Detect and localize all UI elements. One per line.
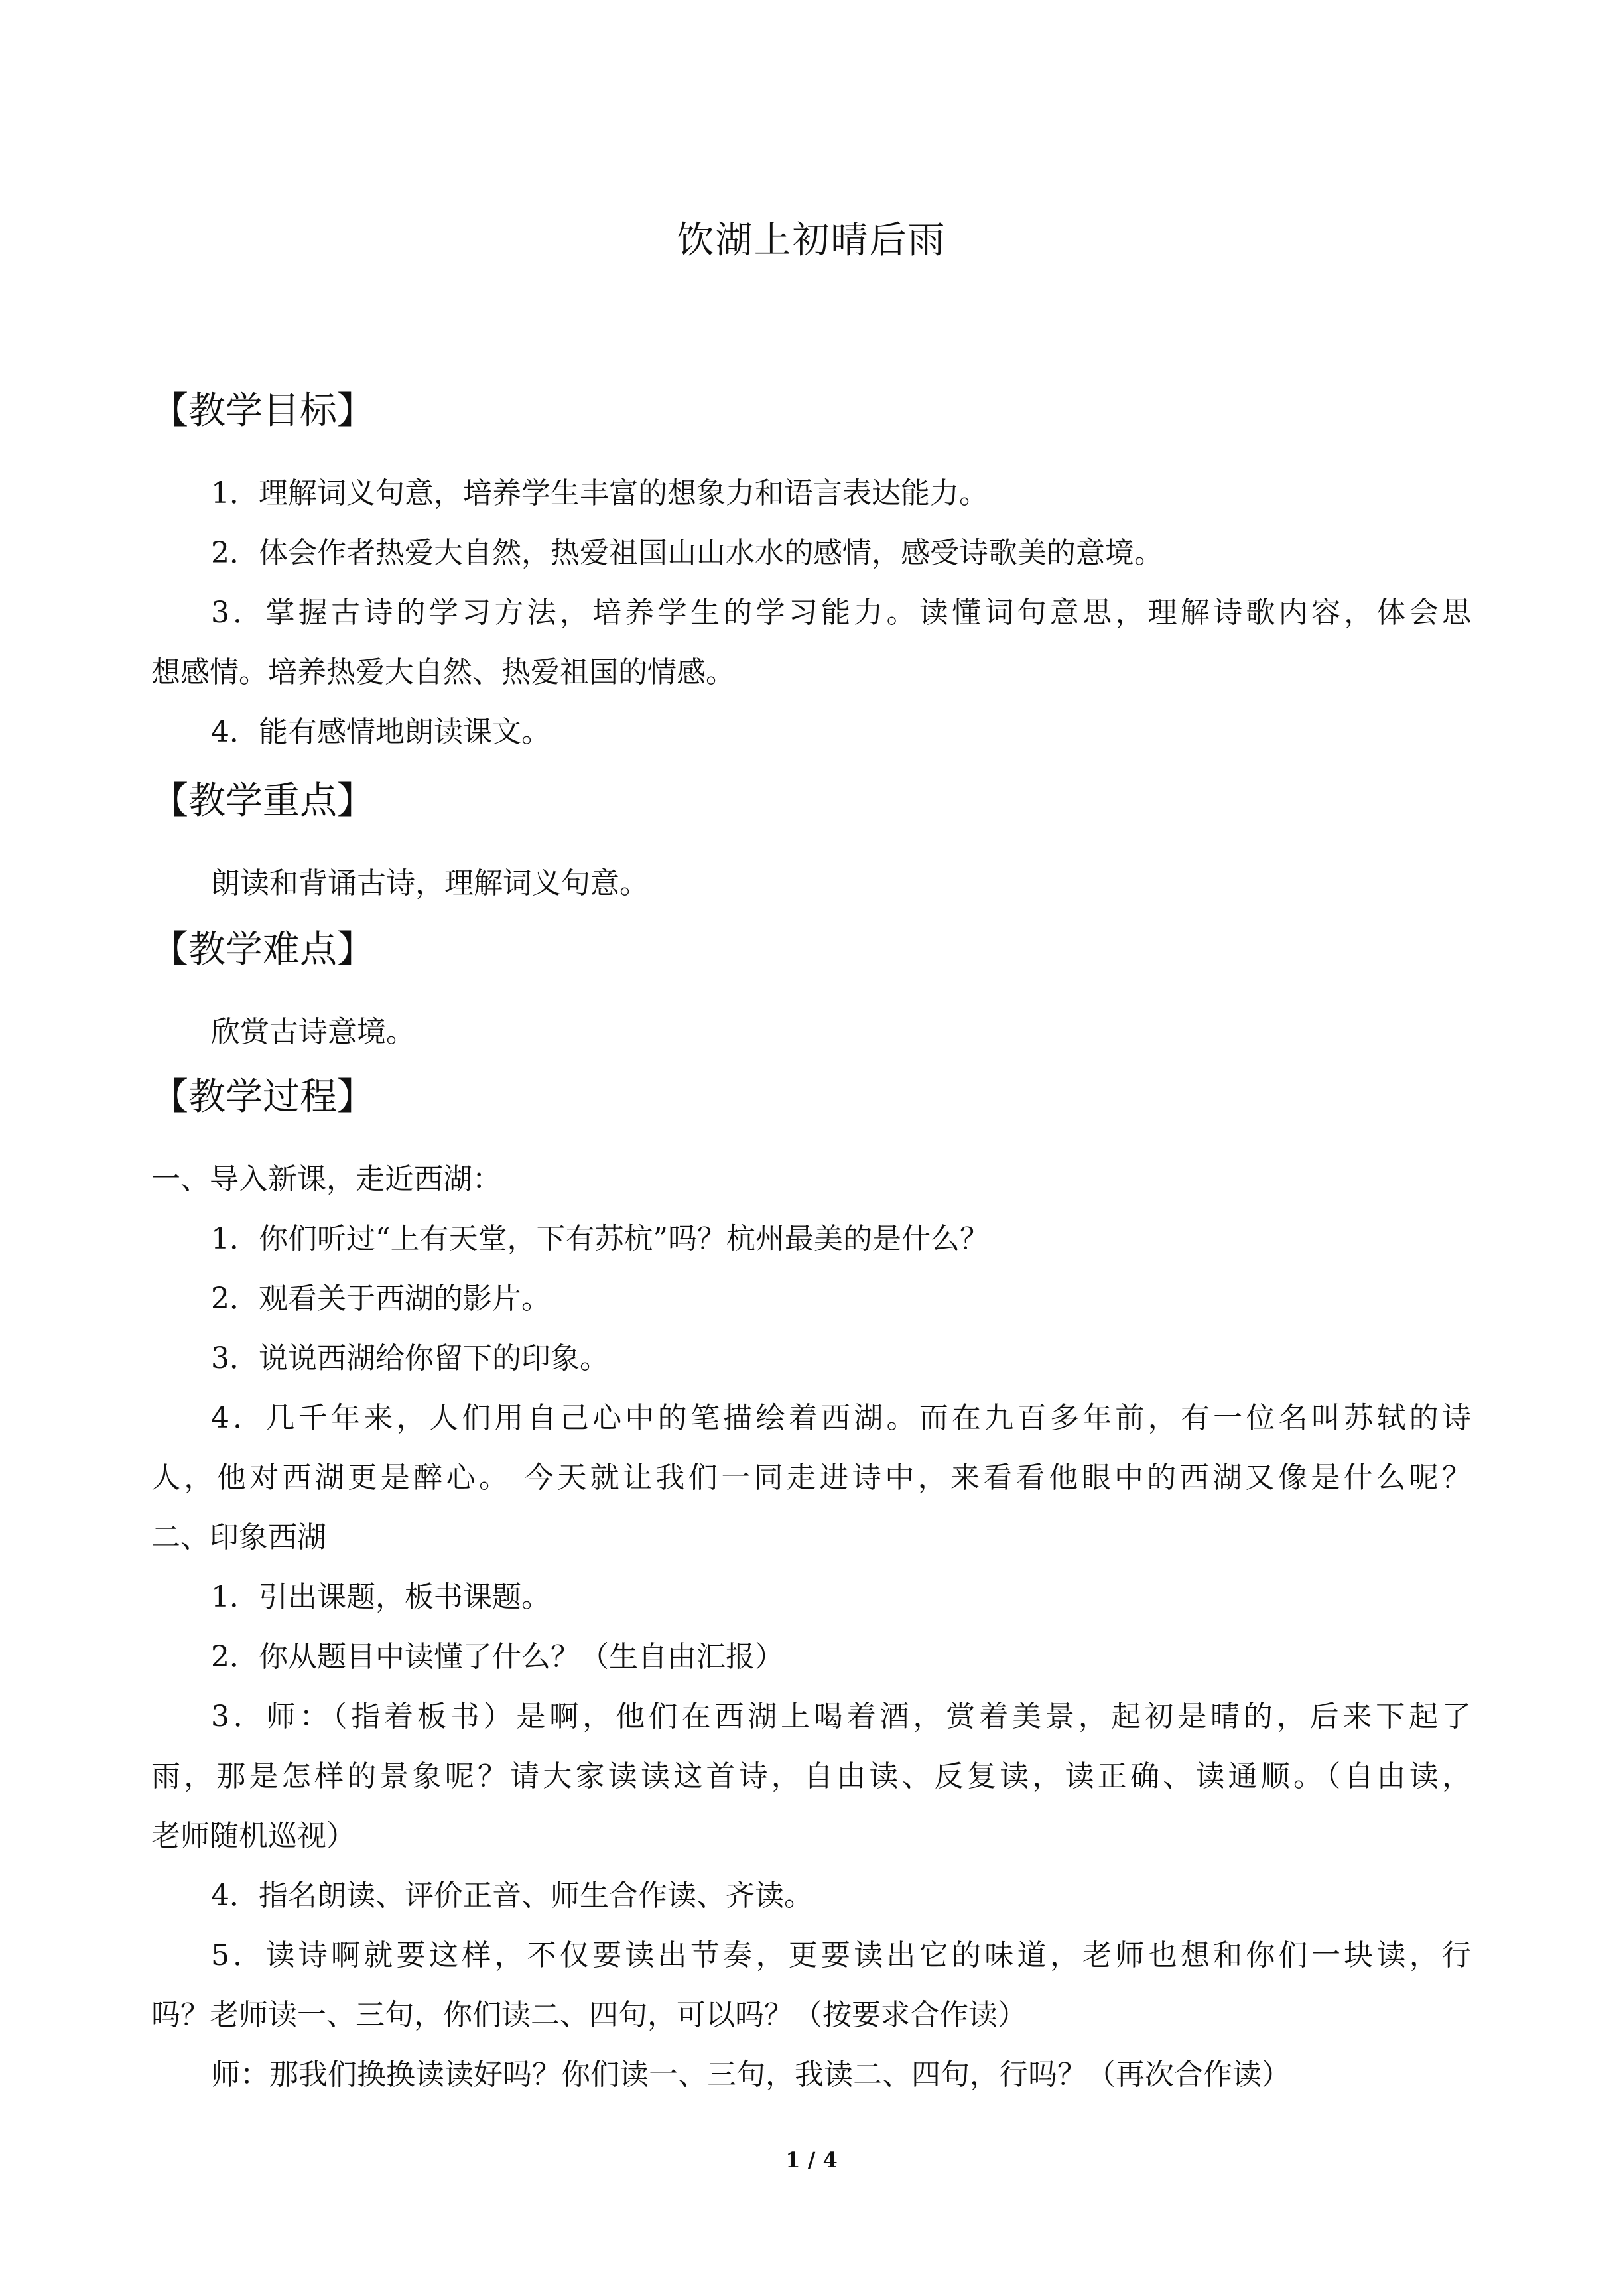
objective-item-continued: 想感情。培养热爱大自然、热爱祖国的情感。	[151, 655, 735, 689]
page-number: 1 / 4	[785, 2147, 838, 2173]
process-step-continued: 吗？老师读一、三句，你们读二、四句，可以吗？（按要求合作读）	[151, 1998, 1027, 2032]
key-points-text: 朗读和背诵古诗，理解词义句意。	[211, 866, 649, 900]
objective-item: 2．体会作者热爱大自然，热爱祖国山山水水的感情，感受诗歌美的意境。	[211, 536, 1163, 570]
process-step: 3．师：（指着板书）是啊，他们在西湖上喝着酒，赏着美景，起初是晴的，后来下起了	[211, 1700, 1471, 1733]
process-part-title: 一、导入新课，走近西湖：	[151, 1162, 501, 1196]
process-step: 师：那我们换换读读好吗？你们读一、三句，我读二、四句，行吗？（再次合作读）	[211, 2058, 1291, 2092]
process-step-continued: 老师随机巡视）	[151, 1819, 356, 1853]
process-step: 3．说说西湖给你留下的印象。	[211, 1341, 609, 1375]
process-step-continued: 雨，那是怎样的景象呢？请大家读读这首诗，自由读、反复读，读正确、读通顺。（自由读，	[151, 1759, 1471, 1793]
process-step: 1．你们听过“上有天堂，下有苏杭”吗？杭州最美的是什么？	[211, 1222, 989, 1256]
process-step: 1．引出课题，板书课题。	[211, 1580, 551, 1614]
objective-item: 3．掌握古诗的学习方法，培养学生的学习能力。读懂词句意思，理解诗歌内容，体会思	[211, 596, 1471, 630]
process-step: 5．读诗啊就要这样，不仅要读出节奏，更要读出它的味道，老师也想和你们一块读，行	[211, 1938, 1471, 1972]
objective-item: 4．能有感情地朗读课文。	[211, 715, 551, 749]
document-title: 饮湖上初晴后雨	[677, 219, 946, 262]
process-part-title: 二、印象西湖	[151, 1520, 326, 1554]
process-step: 2．观看关于西湖的影片。	[211, 1282, 551, 1316]
process-step: 4．指名朗读、评价正音、师生合作读、齐读。	[211, 1879, 813, 1913]
difficulties-heading: 【教学难点】	[151, 928, 374, 971]
objective-item: 1．理解词义句意，培养学生丰富的想象力和语言表达能力。	[211, 476, 988, 510]
process-heading: 【教学过程】	[151, 1075, 374, 1118]
process-step: 2．你从题目中读懂了什么？（生自由汇报）	[211, 1640, 784, 1674]
process-step: 4．几千年来，人们用自己心中的笔描绘着西湖。而在九百多年前，有一位名叫苏轼的诗	[211, 1401, 1471, 1435]
objectives-heading: 【教学目标】	[151, 389, 374, 433]
process-step-continued: 人，他对西湖更是醉心。 今天就让我们一同走进诗中，来看看他眼中的西湖又像是什么呢？	[151, 1461, 1471, 1495]
key-points-heading: 【教学重点】	[151, 779, 374, 823]
difficulties-text: 欣赏古诗意境。	[211, 1015, 415, 1049]
